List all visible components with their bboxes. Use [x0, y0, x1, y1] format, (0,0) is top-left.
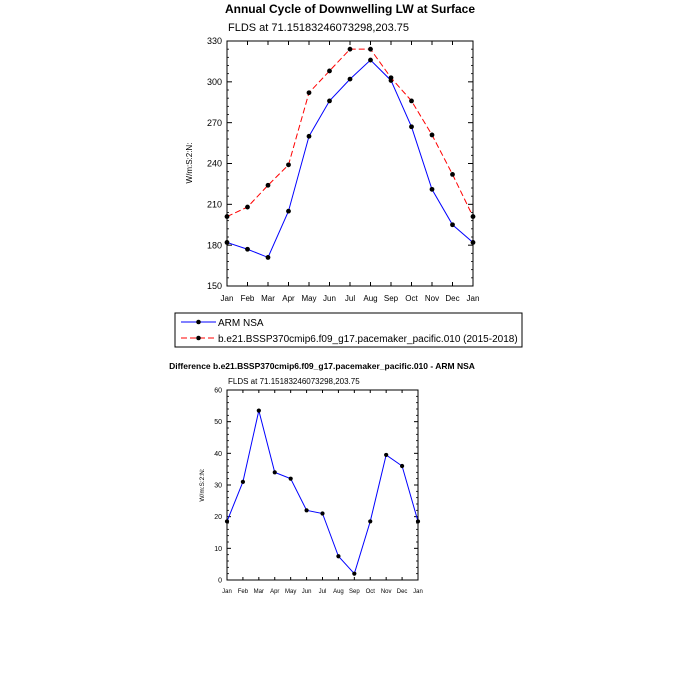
- chart1-x-tick-label: Mar: [261, 294, 275, 303]
- chart2-series-1-point: [320, 511, 324, 515]
- chart2-y-tick-label: 30: [214, 482, 222, 490]
- chart2-series-1-point: [352, 572, 356, 576]
- chart2-y-tick-label: 60: [214, 387, 222, 395]
- chart1-series-2-point: [409, 98, 414, 103]
- chart2-x-tick-label: Sep: [348, 589, 360, 595]
- chart1-series-1-point: [368, 58, 373, 63]
- chart2-series-1-point: [384, 453, 388, 457]
- chart1-x-tick-label: Sep: [383, 294, 399, 303]
- chart1-x-tick-labels: [221, 294, 480, 303]
- chart2-x-tick-label: Mar: [253, 589, 265, 595]
- chart2-x-tick-label: Feb: [237, 589, 249, 595]
- chart2-plot-frame: [227, 390, 418, 580]
- chart2-series-1-point: [273, 470, 277, 474]
- chart2-series-1-point: [336, 554, 340, 558]
- chart2-series-1-point: [289, 477, 293, 481]
- chart1-series-2-point: [245, 205, 250, 210]
- chart2-x-tick-label: Apr: [270, 589, 280, 595]
- chart1-x-tick-label: Feb: [240, 294, 255, 303]
- chart2-series-line-1: [227, 411, 418, 574]
- chart1-series-2-point: [368, 47, 373, 52]
- chart2-y-tick-label: 40: [214, 450, 222, 458]
- legend-marker-series-1: [196, 320, 201, 325]
- chart1-series-line-2: [227, 49, 473, 216]
- chart2-x-tick-label: Jan: [413, 589, 423, 595]
- chart1-series-2-point: [430, 133, 435, 138]
- chart2-x-tick-label: Jun: [301, 589, 312, 595]
- chart1-title: Annual Cycle of Downwelling LW at Surface: [224, 2, 476, 16]
- chart2-series-1-point: [304, 508, 308, 512]
- legend-marker-series-2: [196, 336, 201, 341]
- chart2-x-tick-label: Aug: [333, 589, 344, 595]
- chart2-x-tick-label: Dec: [396, 589, 408, 595]
- chart1-y-tick-label: 270: [206, 117, 222, 128]
- chart1-series-1-point: [430, 187, 435, 192]
- chart1-series: [225, 47, 476, 260]
- chart1-series-line-1: [227, 60, 473, 257]
- chart1-y-tick-label: 180: [206, 240, 222, 251]
- chart1-series-2-point: [266, 183, 271, 188]
- chart1-series-2-point: [389, 75, 394, 80]
- chart2-y-axis-label: W/m:S:2:N:: [199, 468, 206, 502]
- chart2-x-tick-label: Oct: [365, 589, 375, 595]
- chart1-x-tick-label: Dec: [445, 294, 460, 303]
- chart1-x-tick-label: Jun: [323, 294, 336, 303]
- chart1-x-tick-label: Aug: [363, 294, 378, 303]
- legend-label-series-2: b.e21.BSSP370cmip6.f09_g17.pacemaker_pacific.010 (2015-2018): [218, 334, 518, 345]
- chart2-x-tick-label: Jul: [318, 589, 327, 595]
- chart1-y-axis-label: W/m:S:2:N:: [185, 142, 194, 184]
- chart1-subtitle: FLDS at 71.15183246073298,203.75: [228, 22, 410, 34]
- chart2-series-1-point: [400, 464, 404, 468]
- chart1-series-2-point: [450, 172, 455, 177]
- chart1-x-tick-label: Jan: [466, 294, 480, 303]
- chart-annual-cycle: [175, 2, 522, 347]
- chart1-series-2-point: [286, 162, 291, 167]
- chart1-y-tick-label: 240: [206, 158, 222, 169]
- chart1-y-tick-label: 300: [206, 76, 222, 87]
- chart1-series-1-point: [409, 124, 414, 129]
- chart2-x-tick-label: May: [284, 589, 297, 595]
- chart1-series-2-point: [348, 47, 353, 52]
- chart2-y-tick-label: 20: [214, 514, 222, 522]
- chart2-subtitle: FLDS at 71.15183246073298,203.75: [228, 377, 360, 386]
- chart2-series-1-point: [368, 519, 372, 523]
- chart2-y-tick-label: 0: [218, 577, 222, 585]
- chart1-y-tick-label: 210: [206, 199, 222, 210]
- chart1-series-1-point: [266, 255, 271, 260]
- chart1-y-tick-labels: [207, 36, 222, 291]
- chart1-series-1-point: [307, 134, 312, 139]
- chart1-x-tick-label: Jul: [344, 294, 356, 303]
- legend-label-series-1: ARM NSA: [218, 318, 264, 329]
- chart2-x-tick-label: Nov: [380, 589, 392, 595]
- chart2-series-1-point: [257, 408, 261, 412]
- chart-difference: [169, 361, 475, 595]
- chart2-y-tick-labels: [214, 387, 222, 584]
- chart1-series-1-point: [245, 247, 250, 252]
- chart1-x-tick-label: Apr: [282, 294, 295, 303]
- chart1-series-2-point: [307, 90, 312, 95]
- chart2-title: Difference b.e21.BSSP370cmip6.f09_g17.pacemaker_pacific.010 - ARM NSA: [169, 361, 475, 371]
- chart1-series-1-point: [327, 98, 332, 103]
- chart2-series: [225, 408, 420, 575]
- chart2-y-tick-label: 50: [214, 419, 222, 427]
- chart1-x-tick-label: Nov: [424, 294, 440, 303]
- chart1-series-2-point: [327, 69, 332, 74]
- chart2-x-tick-labels: [222, 589, 423, 595]
- chart1-series-1-point: [348, 77, 353, 82]
- chart2-ticks: [227, 390, 418, 580]
- chart2-x-tick-label: Jan: [222, 589, 232, 595]
- chart1-series-1-point: [450, 222, 455, 227]
- chart2-y-tick-label: 10: [214, 545, 222, 553]
- chart1-x-tick-label: Jan: [220, 294, 234, 303]
- chart1-series-1-point: [286, 209, 291, 214]
- chart1-x-tick-label: Oct: [405, 294, 418, 303]
- chart2-series-1-point: [241, 480, 245, 484]
- chart1-y-tick-label: 150: [206, 281, 222, 292]
- chart1-y-tick-label: 330: [206, 36, 222, 47]
- chart1-x-tick-label: May: [301, 294, 317, 303]
- chart1-legend: [175, 313, 522, 347]
